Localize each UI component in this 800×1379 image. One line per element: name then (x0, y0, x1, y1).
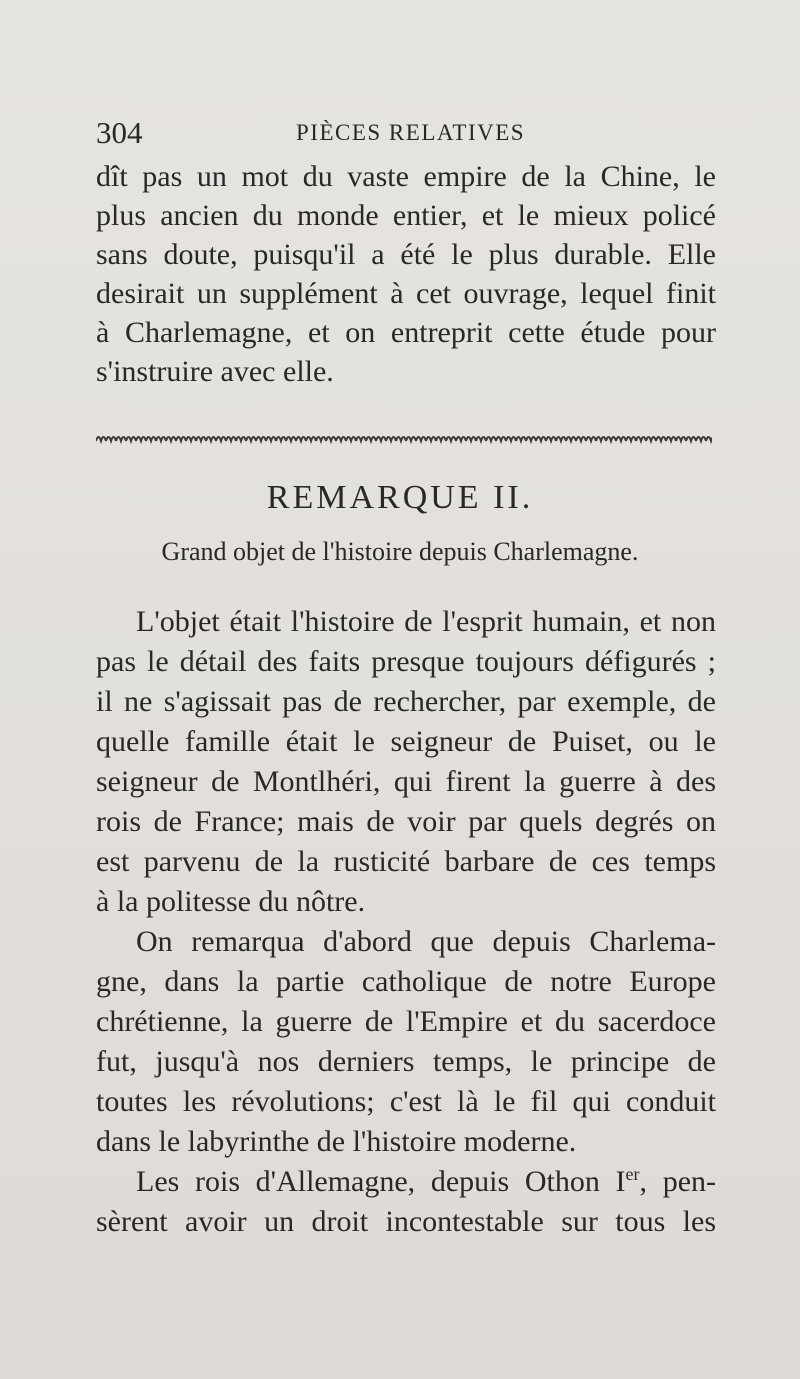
text-segment: , pen- (639, 1165, 716, 1198)
text-line: s'instruire avec elle. (96, 355, 334, 388)
text-line: sèrent avoir un droit incontestable sur tous les (96, 1205, 716, 1238)
text-line: quelle famille était le seigneur de Puiset, ou le (96, 725, 716, 758)
text-line: il ne s'agissait pas de rechercher, par exemple, de (96, 685, 716, 718)
text-line: L'objet était l'histoire de l'esprit humain, et non (136, 605, 716, 638)
running-head: PIÈCES RELATIVES (296, 120, 526, 145)
section-subtitle: Grand objet de l'histoire depuis Charlemagne. (161, 537, 639, 566)
section-title: REMARQUE II. (266, 479, 534, 516)
text-line: pas le détail des faits presque toujours défigurés ; (96, 645, 716, 678)
text-line: toutes les révolutions; c'est là le fil qui conduit (96, 1085, 716, 1118)
text-line: est parvenu de la rusticité barbare de ces temps (96, 845, 716, 878)
ornamental-rule (96, 432, 712, 444)
page-number: 304 (96, 115, 143, 150)
text-line: gne, dans la partie catholique de notre Europe (96, 965, 716, 998)
text-line: à la politesse du nôtre. (96, 885, 366, 918)
text-line (136, 1160, 716, 1204)
text-line: dans le labyrinthe de l'histoire moderne. (96, 1125, 577, 1158)
text-line: sans doute, puisqu'il a été le plus durable. Elle (96, 238, 716, 271)
text-line: rois de France; mais de voir par quels degrés on (96, 805, 716, 838)
text-line: plus ancien du monde entier, et le mieux policé (96, 199, 716, 232)
text-line: On remarqua d'abord que depuis Charlema- (136, 925, 716, 958)
text-line: dît pas un mot du vaste empire de la Chine, le (96, 160, 716, 193)
text-line: à Charlemagne, et on entreprit cette étude pour (96, 316, 716, 349)
text-line: chrétienne, la guerre de l'Empire et du sacerdoce (96, 1005, 716, 1038)
text-line: seigneur de Montlhéri, qui firent la guerre à des (96, 765, 716, 798)
superscript: er (625, 1164, 640, 1184)
page-header (96, 113, 716, 153)
text-line: fut, jusqu'à nos derniers temps, le principe de (96, 1045, 716, 1078)
text-segment: Les rois d'Allemagne, depuis Othon I (136, 1165, 626, 1198)
text-line: desirait un supplément à cet ouvrage, lequel finit (96, 277, 716, 310)
